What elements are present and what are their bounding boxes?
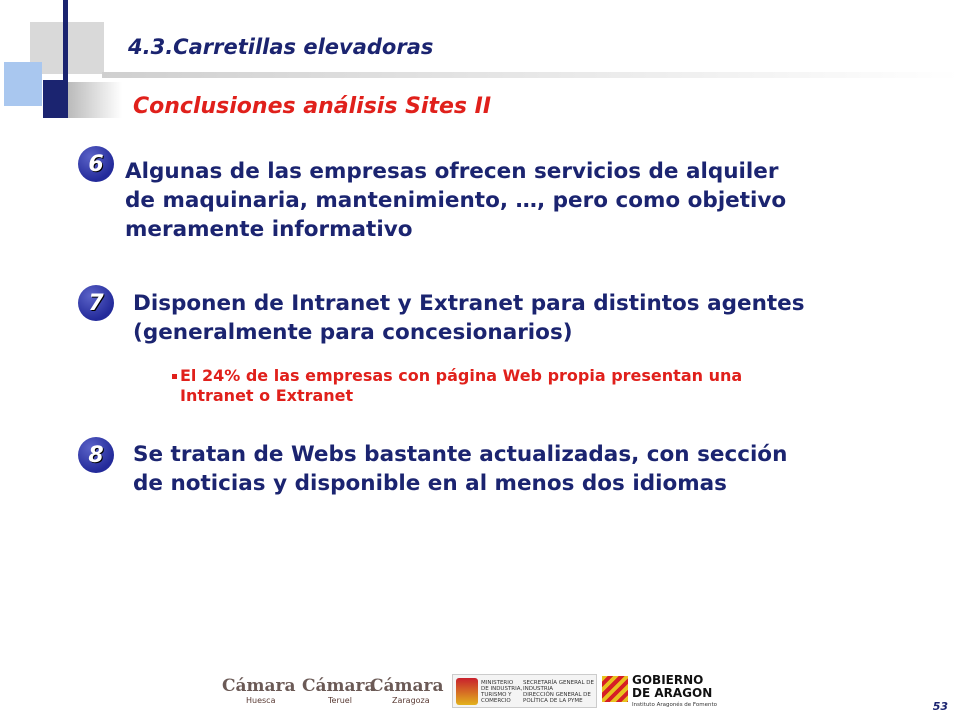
spain-crest-icon [456,678,478,705]
ministerio-left-text [481,680,522,704]
section-title: 4.3.Carretillas elevadoras [128,35,434,59]
point-7-sub-bullet [172,366,872,406]
camara-huesca-logo [222,676,296,696]
point-8-line-2: de noticias y disponible en al menos dos idiomas [133,471,727,496]
header-decoration-navy [43,80,67,118]
point-6-line-1: Algunas de las empresas ofrecen servicios de alquiler [125,159,779,184]
header-decoration-blue [4,62,42,106]
ministerio-industria-logo [452,674,597,708]
point-6-text [125,157,925,244]
gobierno-aragon-text [632,674,712,700]
ministerio-left-1: MINISTERIO [481,680,514,686]
camara-zaragoza-city: Zaragoza [392,696,430,705]
gobierno-line-2: DE ARAGON [632,686,713,700]
camara-teruel-logo [302,676,376,696]
ministerio-left-4: COMERCIO [481,698,511,704]
camara-zaragoza-logo [370,676,444,696]
header-rule-short [67,82,122,118]
gobierno-aragon-logo [602,674,720,712]
instituto-fomento-text: Instituto Aragonés de Fomento [632,702,718,708]
camara-teruel-city: Teruel [328,696,352,705]
number-badge-8: 8 [78,437,114,473]
page-number: 53 [932,700,948,713]
number-badge-7: 7 [78,285,114,321]
point-6-line-2: de maquinaria, mantenimiento, …, pero como objetivo [125,188,787,213]
point-8-text [133,440,933,498]
point-7-text [133,289,933,347]
camara-zaragoza-brand: Cámara [370,676,444,696]
sub-bullet-line-2: Intranet o Extranet [180,386,354,405]
header-rule [102,72,960,78]
ministerio-right-1: SECRETARÍA GENERAL DE [523,680,594,686]
camara-huesca-brand: Cámara [222,676,296,696]
ministerio-right-4: POLÍTICA DE LA PYME [523,698,583,704]
ministerio-right-2: INDUSTRIA [523,686,554,692]
point-7-line-1: Disponen de Intranet y Extranet para distintos agentes [133,291,805,316]
camara-huesca-city: Huesca [246,696,276,705]
camara-teruel-brand: Cámara [302,676,376,696]
point-8-line-1: Se tratan de Webs bastante actualizadas, con sección [133,442,788,467]
ministerio-right-text [523,680,594,704]
ministerio-left-3: TURISMO Y [481,692,512,698]
ministerio-right-3: DIRECCIÓN GENERAL DE [523,692,591,698]
ministerio-left-2: DE INDUSTRIA, [481,686,523,692]
gobierno-line-1: GOBIERNO [632,673,704,687]
slide-subtitle: Conclusiones análisis Sites II [133,94,492,119]
bullet-square-icon [172,374,177,379]
sub-bullet-line-1: El 24% de las empresas con página Web propia presentan una [180,366,743,385]
point-7-line-2: (generalmente para concesionarios) [133,320,573,345]
number-badge-6: 6 [78,146,114,182]
footer-logos [210,672,720,712]
point-6-line-3: meramente informativo [125,217,413,242]
aragon-flag-icon [602,676,628,702]
